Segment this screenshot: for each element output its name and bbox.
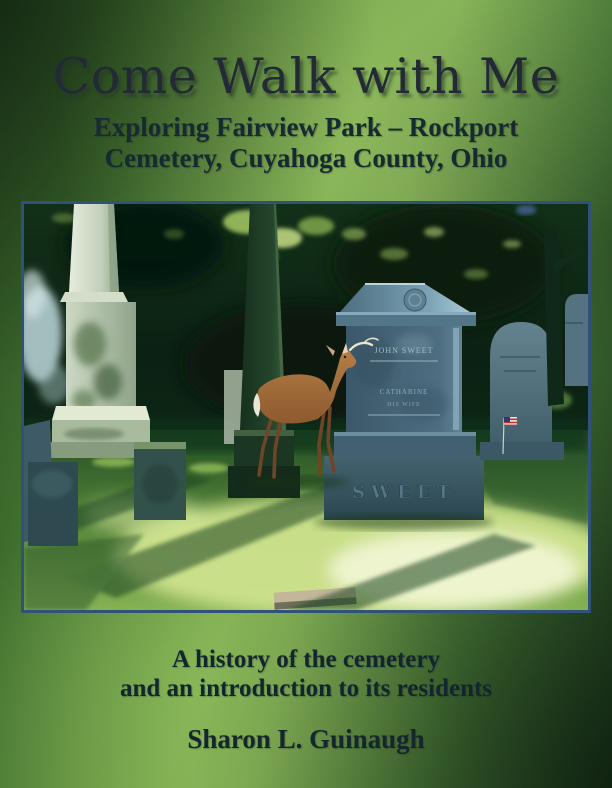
book-tagline — [0, 645, 612, 703]
cover-photo-frame — [21, 201, 591, 613]
far-right-headstone — [565, 294, 588, 386]
monument-name-inscription: JOHN SWEET — [374, 346, 434, 355]
monument-family-name: SWEET — [351, 482, 457, 503]
author-name: Sharon L. Guinaugh — [187, 724, 425, 754]
book-subtitle — [0, 112, 612, 174]
monument-relation-inscription: HIS WIFE — [387, 402, 421, 408]
tagline-line-1: A history of the cemetery — [172, 646, 440, 673]
subtitle-line-2: Cemetery, Cuyahoga County, Ohio — [104, 143, 508, 173]
wreath-medallion — [404, 289, 426, 311]
subtitle-line-1: Exploring Fairview Park – Rockport — [93, 112, 519, 142]
cemetery-photo — [24, 204, 588, 610]
book-title: Come Walk with Me — [52, 48, 560, 105]
monument-spouse-inscription: CATHARINE — [379, 388, 429, 396]
tagline-line-2: and an introduction to its residents — [119, 675, 493, 702]
